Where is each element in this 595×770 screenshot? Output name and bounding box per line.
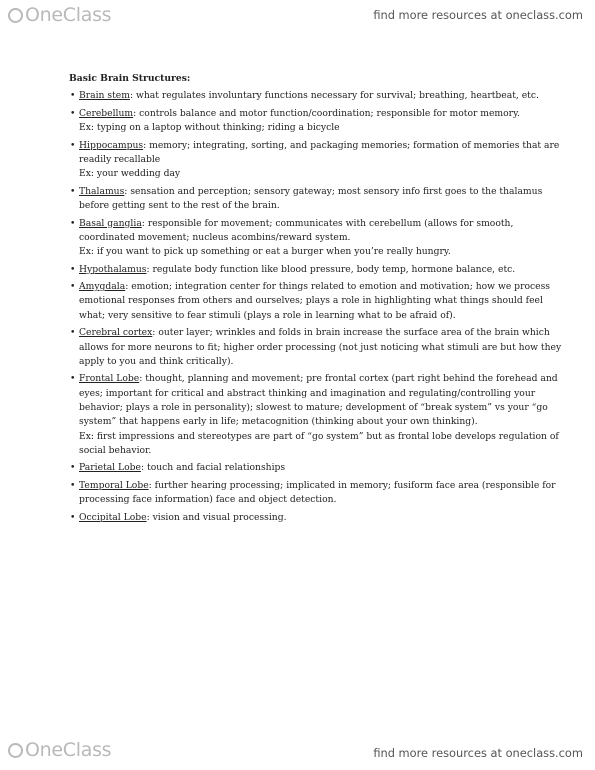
item-term: Cerebellum xyxy=(79,107,134,119)
item-example: Ex: first impressions and stereotypes are part of “go system” but as frontal lobe develops regulation of social behavior. xyxy=(79,430,559,456)
list-item xyxy=(69,263,569,277)
item-line xyxy=(79,185,569,214)
page-footer xyxy=(0,732,595,770)
item-example: Ex: if you want to pick up something or eat a burger when you’re really hungry. xyxy=(79,246,451,258)
item-text: : touch and facial relationships xyxy=(141,462,286,474)
list-item xyxy=(69,326,569,369)
item-text: : what regulates involuntary functions necessary for survival; breathing, heartbeat, etc. xyxy=(129,90,539,102)
oneclass-logo-icon xyxy=(8,8,23,23)
item-term: Temporal Lobe xyxy=(79,479,149,491)
item-example: Ex: typing on a laptop without thinking; riding a bicycle xyxy=(79,122,340,134)
item-line xyxy=(79,280,569,323)
list-item xyxy=(69,185,569,214)
bullet-icon: • xyxy=(70,327,76,339)
item-example: Ex: your wedding day xyxy=(79,168,181,180)
list-item xyxy=(69,280,569,323)
oneclass-logo xyxy=(8,6,111,25)
page-header xyxy=(0,0,595,36)
item-term: Frontal Lobe xyxy=(79,373,140,385)
item-line xyxy=(79,461,569,475)
list-item xyxy=(69,511,569,525)
item-term: Cerebral cortex xyxy=(79,327,153,339)
oneclass-logo-icon xyxy=(8,743,23,758)
item-line xyxy=(79,326,569,369)
item-text: : emotion; integration center for things related to emotion and motivation; how we process emotional responses from others and ourselves; plays a role in highlighting what things should feel what; very sensitive to fear stimuli (plays a role in learning what to be afraid of). xyxy=(79,281,550,321)
bullet-icon: • xyxy=(70,185,76,197)
list-item xyxy=(69,461,569,475)
section-title: Basic Brain Structures: xyxy=(69,73,191,84)
bullet-icon: • xyxy=(70,479,76,491)
notes-content xyxy=(69,72,569,525)
item-term: Amygdala xyxy=(79,281,126,293)
bullet-icon: • xyxy=(70,107,76,119)
bullet-icon: • xyxy=(70,462,76,474)
item-line xyxy=(79,511,569,525)
list-item xyxy=(69,479,569,508)
resources-link[interactable]: find more resources at oneclass.com xyxy=(373,8,583,22)
logo-text: OneClass xyxy=(25,4,112,26)
item-term: Parietal Lobe xyxy=(79,462,141,474)
item-text: : controls balance and motor function/coordination; responsible for motor memory. xyxy=(133,107,520,119)
item-line xyxy=(79,263,569,277)
list-item xyxy=(69,372,569,458)
brain-structures-list xyxy=(69,89,569,524)
item-line xyxy=(79,139,569,168)
list-item xyxy=(69,89,569,103)
item-text: : thought, planning and movement; pre frontal cortex (part right behind the forehead and eyes; important for critical and abstract thinking and imagination and regulating/controlling your behavior; plays a role in personality); slowest to mature; development of “break system” vs your “go system” that happens early in life; metacognition (thinking about your own thinking). xyxy=(79,373,558,428)
bullet-icon: • xyxy=(70,373,76,385)
item-line xyxy=(79,217,569,246)
item-text: : responsible for movement; communicates with cerebellum (allows for smooth, coordinated movement; nucleus acombins/reward system. xyxy=(79,217,514,243)
item-text: : vision and visual processing. xyxy=(146,511,287,523)
item-line xyxy=(79,89,569,103)
bullet-icon: • xyxy=(70,263,76,275)
resources-link[interactable]: find more resources at oneclass.com xyxy=(373,746,583,760)
item-text: : regulate body function like blood pressure, body temp, hormone balance, etc. xyxy=(146,263,516,275)
bullet-icon: • xyxy=(70,281,76,293)
item-text: : further hearing processing; implicated in memory; fusiform face area (responsible for processing face information) face and object detection. xyxy=(79,479,556,506)
bullet-icon: • xyxy=(70,217,76,229)
item-text: : sensation and perception; sensory gateway; most sensory info first goes to the thalamus before getting sent to the rest of the brain. xyxy=(79,185,543,212)
item-line xyxy=(79,372,569,429)
list-item xyxy=(69,139,569,182)
oneclass-logo xyxy=(8,741,111,760)
list-item xyxy=(69,107,569,136)
item-term: Brain stem xyxy=(79,90,130,102)
bullet-icon: • xyxy=(70,139,76,151)
item-term: Basal ganglia xyxy=(79,217,142,229)
item-term: Hippocampus xyxy=(79,139,144,151)
item-text: : outer layer; wrinkles and folds in brain increase the surface area of the brain which allows for more neurons to fit; higher order processing (not just noticing what stimuli are but how they apply to you and think critically). xyxy=(79,327,562,367)
logo-text: OneClass xyxy=(25,739,112,761)
list-item xyxy=(69,217,569,260)
bullet-icon: • xyxy=(70,90,76,102)
item-term: Thalamus xyxy=(79,185,125,197)
item-term: Occipital Lobe xyxy=(79,511,147,523)
item-line xyxy=(79,107,569,121)
item-term: Hypothalamus xyxy=(79,263,147,275)
bullet-icon: • xyxy=(70,511,76,523)
item-line xyxy=(79,479,569,508)
item-text: : memory; integrating, sorting, and packaging memories; formation of memories that are readily recallable xyxy=(79,139,560,166)
